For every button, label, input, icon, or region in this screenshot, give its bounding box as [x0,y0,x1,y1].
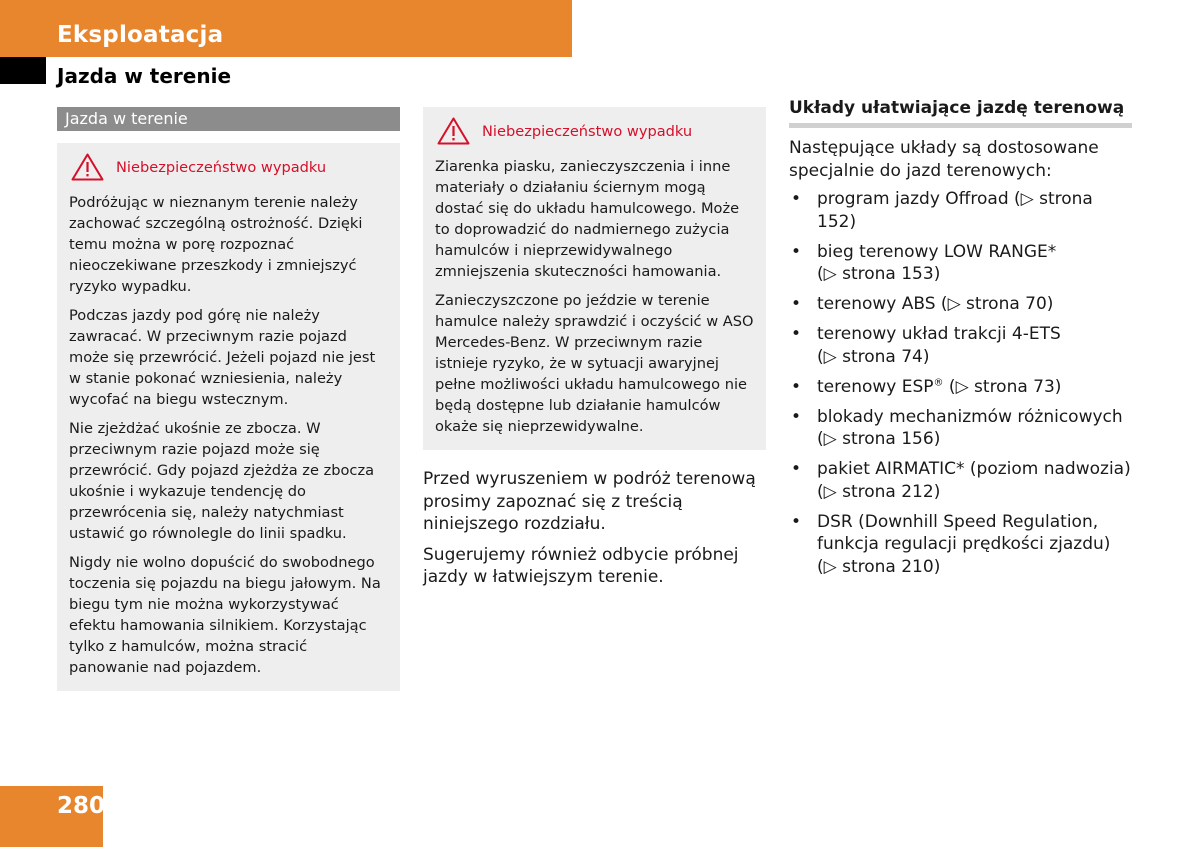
intro-paragraph: Następujące układy są dostosowane specjalnie do jazd terenowych: [789,138,1099,181]
list-item-text: blokady mechanizmów różnicowych [817,406,1123,427]
warning-paragraph: Podróżując w nieznanym terenie należy zachować szczególną ostrożność. Dzięki temu można w porę rozpoznać nieoczekiwane przeszkody i zmniejszyć ryzyko wypadku. [69,194,363,295]
warning-title: Niebezpieczeństwo wypadku [482,122,693,140]
warning-paragraph: Nie zjeżdżać ukośnie ze zbocza. W przeciwnym razie pojazd może się przewrócić. Gdy pojazd zjeżdża ze zbocza ukośnie i wykazuje tendencję do przewrócenia się, należy natychmiast ustawić go równolegle do linii spadku. [69,420,375,542]
page-number: 280 [57,793,106,819]
list-item [789,406,1132,451]
systems-list [789,188,1132,578]
section-label: Jazda w terenie [57,107,400,131]
page-reference: (▷ strona 156) [817,429,941,449]
body-paragraph: Przed wyruszeniem w podróż terenową prosimy zapoznać się z treścią niniejszego rozdziału. [423,469,756,534]
warning-title: Niebezpieczeństwo wypadku [116,158,327,176]
list-item [789,376,1132,399]
section-heading: Układy ułatwiające jazdę terenową [789,98,1132,128]
list-item [789,458,1132,503]
list-item-text: pakiet AIRMATIC* (poziom nadwozia) [817,459,1131,479]
list-item-text: DSR (Downhill Speed Regulation, funkcja regulacji prędkości zjazdu) [817,511,1111,554]
bullet: • [791,459,802,479]
warning-box [57,143,400,691]
list-item [789,511,1132,579]
page-reference: (▷ strona 153) [817,264,941,284]
bullet: • [791,376,802,397]
column-left [57,107,400,691]
bullet: • [791,324,802,344]
page-reference: (▷ strona 212) [817,481,941,502]
list-item-text: program jazdy Offroad (▷ strona 152) [817,189,1093,232]
page-reference: (▷ strona 74) [817,346,930,367]
warning-box [423,107,766,450]
bullet: • [791,511,802,532]
list-item [789,293,1132,316]
list-item-text: bieg terenowy LOW RANGE* [817,241,1057,262]
list-item [789,188,1132,233]
warning-header [71,153,388,181]
list-item-text: terenowy ABS (▷ strona 70) [817,294,1054,314]
warning-paragraph: Zanieczyszczone po jeździe w terenie hamulce należy sprawdzić i oczyścić w ASO Mercedes-Benz. W przeciwnym razie istnieje ryzyko, że w sytuacji awaryjnej pełne możliwości układu hamulcowego nie będą dostępne lub działanie hamulców okaże się nieprzewidywalne. [435,292,754,435]
column-right [789,98,1132,586]
page-subtitle: Jazda w terenie [57,64,232,88]
body-paragraph: Sugerujemy również odbycie próbnej jazdy w łatwiejszym terenie. [423,544,739,587]
warning-paragraph: Ziarenka piasku, zanieczyszczenia i inne materiały o działaniu ściernym mogą dostać się do układu hamulcowego. Może to doprowadzić do nadmiernego zużycia hamulców i nieprzewidywalnego zmniejszenia skuteczności hamowania. [435,158,740,280]
warning-header [437,117,754,145]
list-item-text: terenowy ESP [817,376,934,397]
bullet: • [791,241,802,262]
bullet: • [791,294,802,314]
section-marker [0,57,46,84]
bullet: • [791,406,802,427]
list-item [789,323,1132,368]
chapter-title: Eksploatacja [57,22,224,48]
page-reference: (▷ strona 210) [817,556,941,577]
warning-paragraph: Podczas jazdy pod górę nie należy zawracać. W przeciwnym razie pojazd może się przewrócić. Jeżeli pojazd nie jest w stanie pokonać wzniesienia, należy wycofać na biegu wstecznym. [69,307,376,408]
bullet: • [791,189,802,209]
warning-triangle-icon [71,153,104,181]
list-item-text: terenowy układ trakcji 4-ETS [817,324,1061,344]
warning-paragraph: Nigdy nie wolno dopuścić do swobodnego toczenia się pojazdu na biegu jałowym. Na biegu tym nie można wykorzystywać efektu hamowania silnikiem. Korzystając tylko z hamulców, można stracić panowanie nad pojazdem. [69,554,381,676]
column-middle [423,107,766,597]
warning-triangle-icon [437,117,470,145]
list-item [789,241,1132,286]
registered-mark: ® [933,376,944,388]
page-reference: (▷ strona 73) [943,376,1062,397]
